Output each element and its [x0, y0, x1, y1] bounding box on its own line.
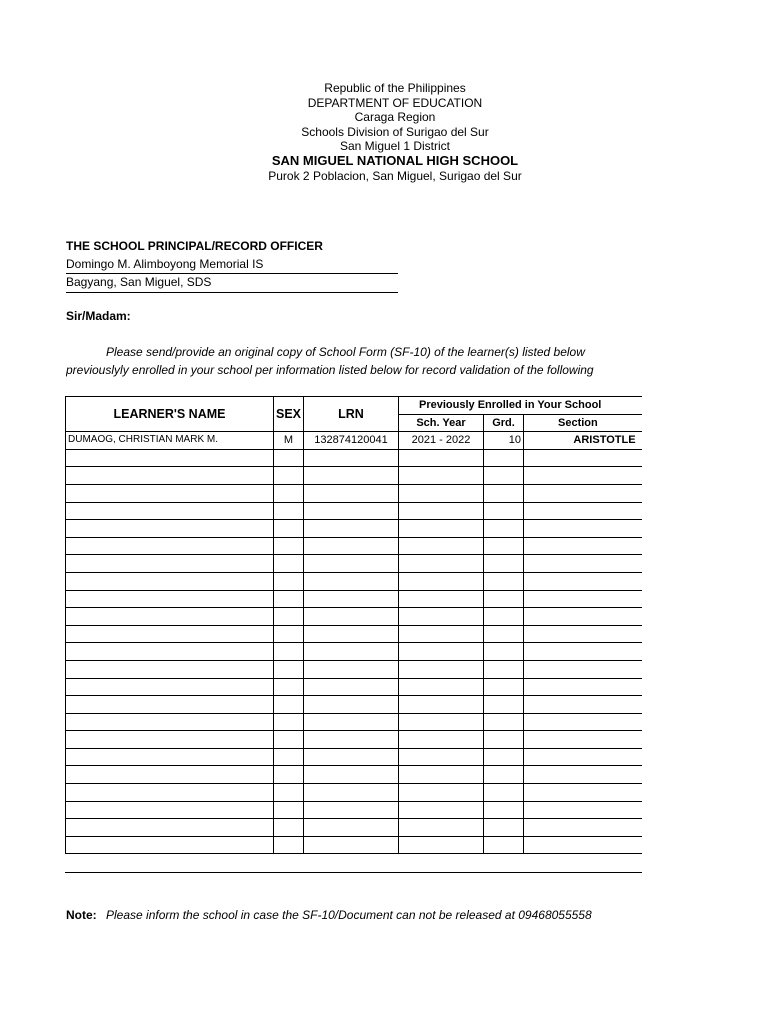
addressee-block: [66, 238, 398, 293]
cell-school-year: [399, 520, 484, 538]
cell-sex: [274, 520, 304, 538]
cell-section: [524, 502, 643, 520]
addressee-title: THE SCHOOL PRINCIPAL/RECORD OFFICER: [66, 239, 323, 253]
cell-section: [524, 819, 643, 837]
cell-sex: [274, 590, 304, 608]
cell-section: [524, 660, 643, 678]
table-row: [66, 484, 643, 502]
header-lrn: LRN: [304, 397, 399, 432]
cell-sex: [274, 801, 304, 819]
cell-school-year: [399, 731, 484, 749]
cell-grade: 10: [484, 432, 524, 450]
cell-name: [66, 801, 274, 819]
republic-line: Republic of the Philippines: [324, 81, 466, 95]
cell-sex: [274, 678, 304, 696]
cell-section: [524, 801, 643, 819]
cell-name: [66, 819, 274, 837]
cell-section: [524, 590, 643, 608]
header-previously-enrolled: Previously Enrolled in Your School: [399, 397, 643, 415]
cell-school-year: [399, 696, 484, 714]
cell-name: [66, 713, 274, 731]
request-paragraph: [66, 344, 642, 379]
note-text: Please inform the school in case the SF-10/Document can not be released at 09468055558: [106, 908, 592, 922]
cell-name: [66, 537, 274, 555]
cell-name: [66, 748, 274, 766]
cell-sex: [274, 731, 304, 749]
cell-lrn: [304, 572, 399, 590]
cell-lrn: [304, 836, 399, 854]
cell-section: [524, 449, 643, 467]
cell-sex: [274, 766, 304, 784]
table-row: [66, 608, 643, 626]
cell-section: [524, 467, 643, 485]
cell-section: [524, 625, 643, 643]
cell-name: [66, 678, 274, 696]
cell-grade: [484, 555, 524, 573]
cell-school-year: [399, 449, 484, 467]
cell-section: ARISTOTLE: [524, 432, 643, 450]
cell-grade: [484, 520, 524, 538]
cell-school-year: [399, 537, 484, 555]
header-section: Section: [524, 414, 643, 432]
cell-section: [524, 748, 643, 766]
cell-lrn: 132874120041: [304, 432, 399, 450]
school-address: Purok 2 Poblacion, San Miguel, Surigao del Sur: [268, 168, 522, 183]
cell-grade: [484, 713, 524, 731]
cell-grade: [484, 484, 524, 502]
cell-grade: [484, 467, 524, 485]
cell-name: [66, 766, 274, 784]
cell-name: [66, 449, 274, 467]
cell-section: [524, 555, 643, 573]
cell-name: [66, 643, 274, 661]
cell-sex: [274, 836, 304, 854]
cell-grade: [484, 537, 524, 555]
cell-lrn: [304, 766, 399, 784]
cell-name: [66, 784, 274, 802]
district-line: San Miguel 1 District: [339, 139, 451, 154]
letterhead: [0, 81, 768, 183]
cell-school-year: [399, 608, 484, 626]
cell-sex: [274, 572, 304, 590]
cell-lrn: [304, 502, 399, 520]
header-sex: SEX: [274, 397, 304, 432]
cell-grade: [484, 766, 524, 784]
cell-name: [66, 572, 274, 590]
cell-section: [524, 484, 643, 502]
cell-school-year: [399, 660, 484, 678]
cell-name: [66, 467, 274, 485]
cell-section: [524, 572, 643, 590]
cell-lrn: [304, 625, 399, 643]
table-row: [66, 696, 643, 714]
cell-sex: [274, 449, 304, 467]
cell-name: DUMAOG, CHRISTIAN MARK M.: [66, 432, 274, 450]
cell-grade: [484, 572, 524, 590]
region-line: Caraga Region: [354, 110, 436, 125]
cell-school-year: [399, 590, 484, 608]
table-row: [66, 748, 643, 766]
cell-grade: [484, 660, 524, 678]
cell-school-year: [399, 678, 484, 696]
cell-lrn: [304, 467, 399, 485]
cell-grade: [484, 608, 524, 626]
request-line-1: Please send/provide an original copy of School Form (SF-10) of the learner(s) listed below: [106, 345, 585, 359]
cell-grade: [484, 449, 524, 467]
cell-section: [524, 520, 643, 538]
cell-grade: [484, 784, 524, 802]
cell-lrn: [304, 713, 399, 731]
cell-name: [66, 731, 274, 749]
cell-sex: [274, 625, 304, 643]
table-row: [66, 502, 643, 520]
cell-name: [66, 502, 274, 520]
cell-section: [524, 731, 643, 749]
cell-name: [66, 696, 274, 714]
cell-section: [524, 537, 643, 555]
cell-name: [66, 660, 274, 678]
cell-grade: [484, 625, 524, 643]
cell-school-year: [399, 801, 484, 819]
table-row: [66, 555, 643, 573]
table-row: [66, 432, 643, 450]
cell-sex: [274, 819, 304, 837]
division-line: Schools Division of Surigao del Sur: [301, 124, 489, 139]
cell-school-year: [399, 467, 484, 485]
cell-school-year: [399, 836, 484, 854]
table-row: [66, 713, 643, 731]
cell-sex: [274, 784, 304, 802]
table-row: [66, 520, 643, 538]
cell-lrn: [304, 748, 399, 766]
cell-sex: [274, 537, 304, 555]
cell-lrn: [304, 590, 399, 608]
cell-grade: [484, 819, 524, 837]
cell-school-year: [399, 766, 484, 784]
table-row: [66, 678, 643, 696]
cell-section: [524, 836, 643, 854]
table-row: [66, 625, 643, 643]
cell-lrn: [304, 643, 399, 661]
cell-grade: [484, 678, 524, 696]
cell-name: [66, 625, 274, 643]
cell-lrn: [304, 819, 399, 837]
cell-grade: [484, 696, 524, 714]
table-row: [66, 660, 643, 678]
note-label: Note:: [66, 908, 97, 922]
cell-section: [524, 678, 643, 696]
header-learner-name: LEARNER'S NAME: [66, 397, 274, 432]
cell-section: [524, 784, 643, 802]
learners-table-wrapper: [65, 396, 642, 874]
cell-school-year: [399, 713, 484, 731]
cell-grade: [484, 748, 524, 766]
table-row: [66, 572, 643, 590]
cell-section: [524, 608, 643, 626]
cell-name: [66, 520, 274, 538]
cell-lrn: [304, 696, 399, 714]
cell-lrn: [304, 449, 399, 467]
table-row: [66, 731, 643, 749]
table-row: [66, 801, 643, 819]
cell-school-year: [399, 643, 484, 661]
cell-name: [66, 608, 274, 626]
cell-lrn: [304, 537, 399, 555]
table-row: [66, 537, 643, 555]
cell-school-year: [399, 625, 484, 643]
cell-school-year: [399, 555, 484, 573]
cell-section: [524, 643, 643, 661]
salutation: Sir/Madam:: [66, 309, 131, 323]
note: [66, 908, 592, 922]
cell-lrn: [304, 678, 399, 696]
cell-sex: [274, 484, 304, 502]
cell-name: [66, 555, 274, 573]
cell-name: [66, 484, 274, 502]
request-line-2: previouslyly enrolled in your school per information listed below for record validation of the following: [66, 362, 594, 377]
cell-school-year: [399, 819, 484, 837]
cell-school-year: 2021 - 2022: [399, 432, 484, 450]
cell-lrn: [304, 784, 399, 802]
cell-grade: [484, 643, 524, 661]
cell-school-year: [399, 502, 484, 520]
cell-name: [66, 590, 274, 608]
cell-lrn: [304, 801, 399, 819]
cell-grade: [484, 731, 524, 749]
cell-school-year: [399, 748, 484, 766]
cell-sex: [274, 502, 304, 520]
cell-grade: [484, 590, 524, 608]
table-row: [66, 784, 643, 802]
table-row: [66, 449, 643, 467]
cell-section: [524, 766, 643, 784]
cell-grade: [484, 801, 524, 819]
addressee-location: Bagyang, San Miguel, SDS: [66, 274, 398, 293]
cell-grade: [484, 502, 524, 520]
cell-sex: [274, 608, 304, 626]
cell-lrn: [304, 608, 399, 626]
cell-sex: [274, 555, 304, 573]
cell-section: [524, 696, 643, 714]
table-row: [66, 643, 643, 661]
cell-school-year: [399, 784, 484, 802]
learners-table: [65, 396, 642, 854]
cell-lrn: [304, 484, 399, 502]
cell-sex: [274, 467, 304, 485]
addressee-school: Domingo M. Alimboyong Memorial IS: [66, 256, 398, 275]
cell-name: [66, 836, 274, 854]
cell-sex: [274, 660, 304, 678]
school-name: SAN MIGUEL NATIONAL HIGH SCHOOL: [271, 152, 519, 168]
cell-lrn: [304, 731, 399, 749]
cell-sex: [274, 748, 304, 766]
table-row: [66, 590, 643, 608]
table-row: [66, 836, 643, 854]
cell-lrn: [304, 660, 399, 678]
cell-section: [524, 713, 643, 731]
table-bottom-border: [65, 872, 642, 873]
table-row: [66, 766, 643, 784]
table-row: [66, 467, 643, 485]
cell-lrn: [304, 555, 399, 573]
header-school-year: Sch. Year: [399, 414, 484, 432]
cell-sex: [274, 696, 304, 714]
table-row: [66, 819, 643, 837]
cell-school-year: [399, 484, 484, 502]
cell-sex: [274, 643, 304, 661]
cell-sex: [274, 713, 304, 731]
cell-school-year: [399, 572, 484, 590]
header-grade: Grd.: [484, 414, 524, 432]
cell-sex: M: [274, 432, 304, 450]
department-line: DEPARTMENT OF EDUCATION: [307, 95, 483, 110]
cell-lrn: [304, 520, 399, 538]
cell-grade: [484, 836, 524, 854]
